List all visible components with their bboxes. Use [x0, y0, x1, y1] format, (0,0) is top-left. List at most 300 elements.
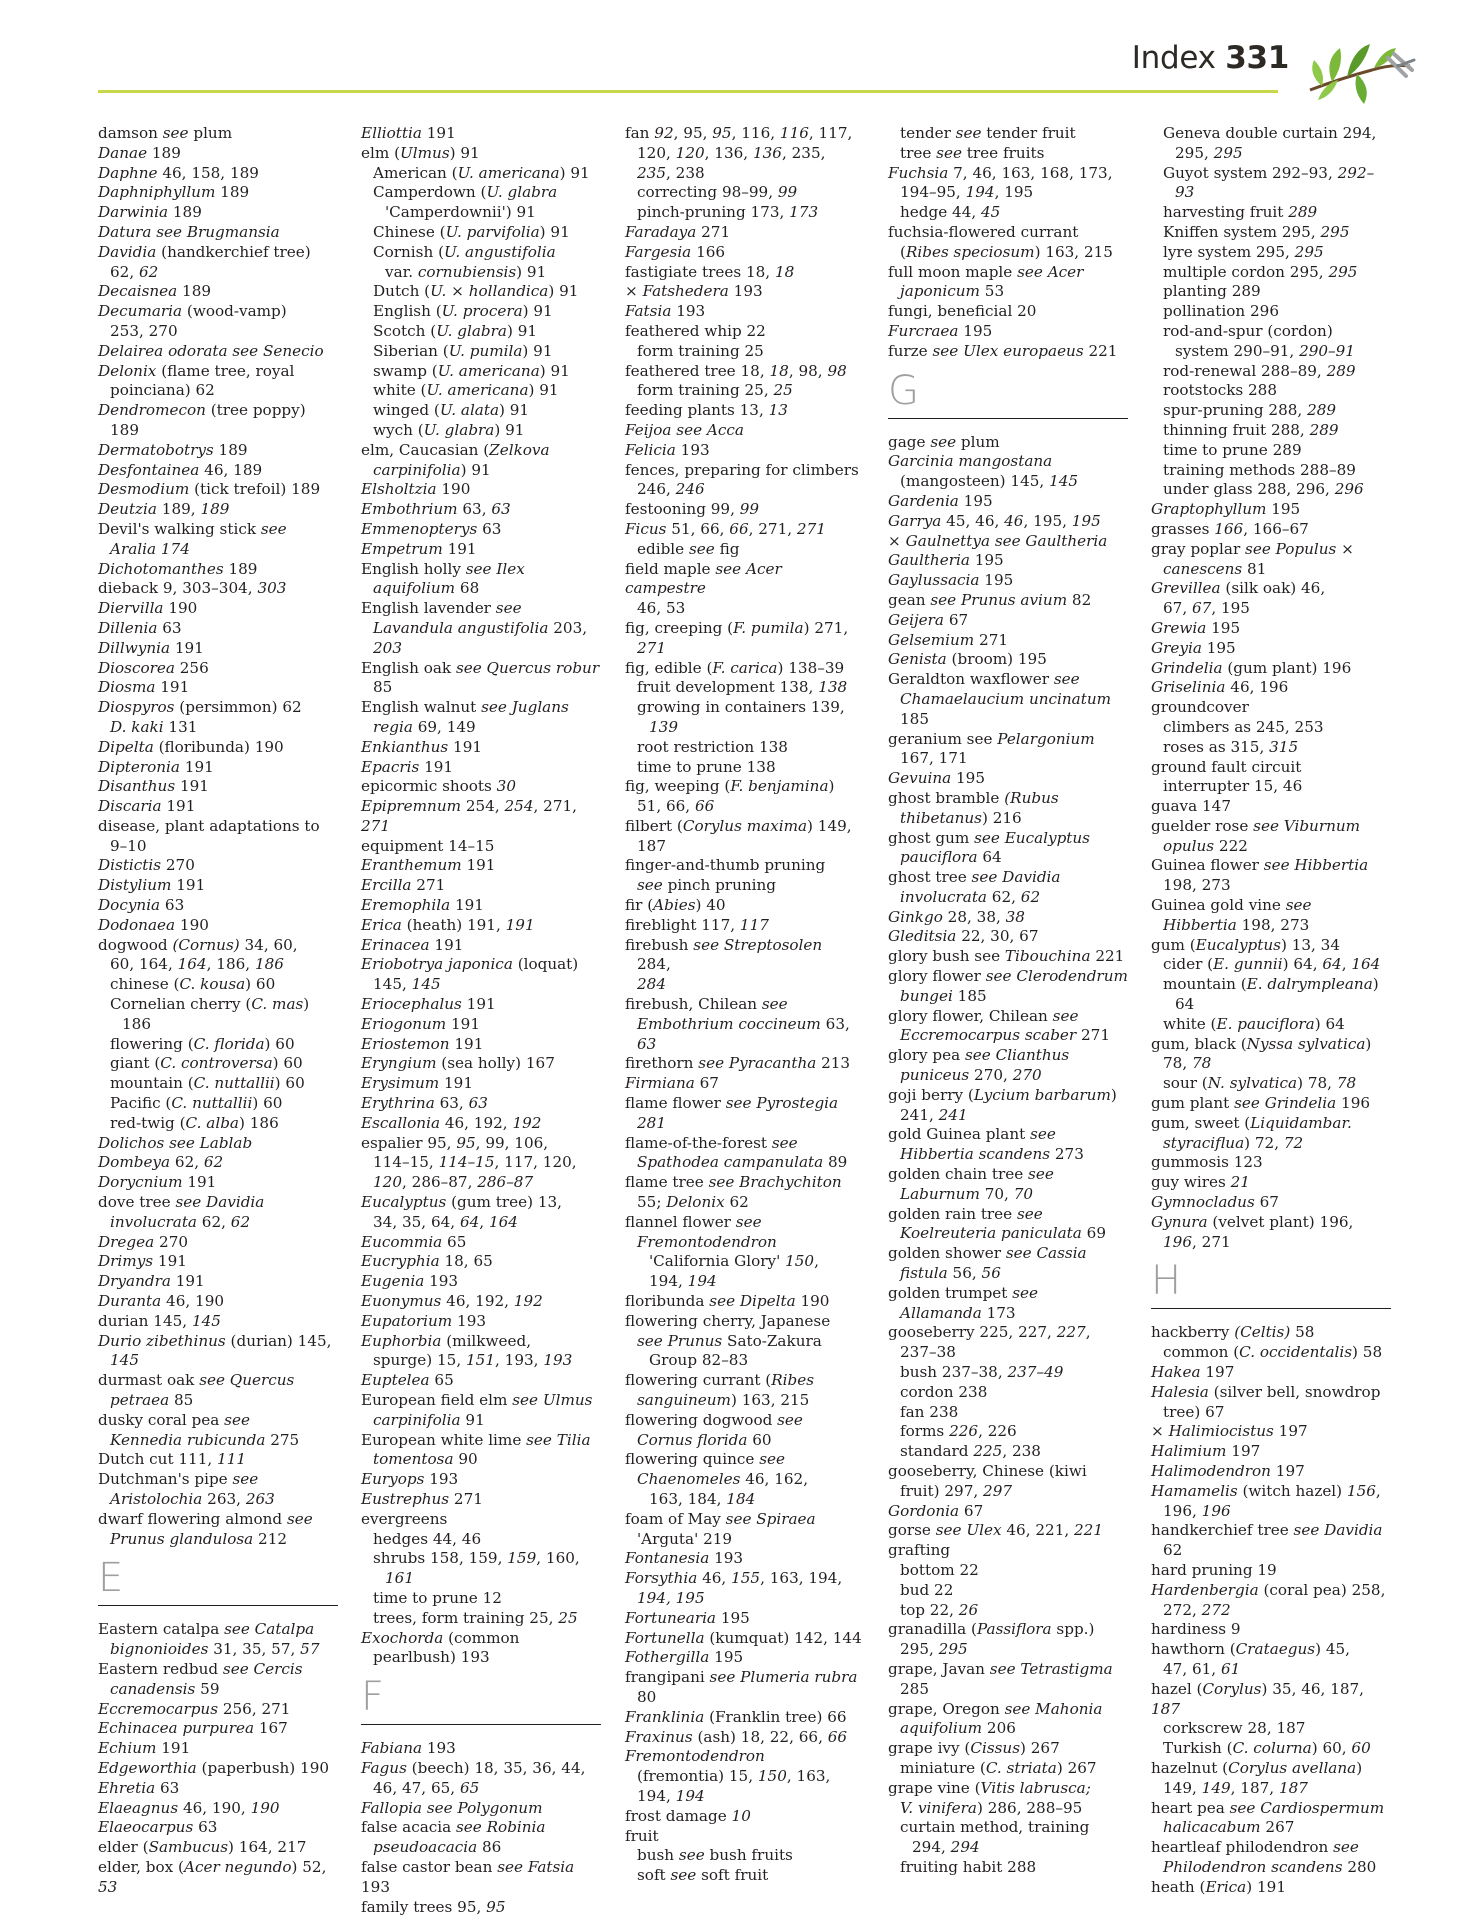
index-entry: Dregea 270 — [98, 1232, 189, 1251]
index-entry: Fargesia 166 — [625, 242, 726, 261]
index-entry: glory bush see Tibouchina 221 — [888, 947, 1125, 966]
index-entry: Ficus 51, 66, 66, 271, 271 — [625, 519, 826, 538]
index-entry: golden shower see Cassia — [888, 1244, 1087, 1263]
index-entry-continuation: Aralia 174 — [110, 539, 190, 558]
index-entry: Escallonia 46, 192, 192 — [361, 1113, 542, 1132]
index-subentry: thinning fruit 288, 289 — [1163, 420, 1339, 439]
index-entry: Diosma 191 — [98, 678, 190, 697]
index-entry: Garcinia mangostana — [888, 452, 1053, 471]
index-subentry: under glass 288, 296, 296 — [1163, 480, 1364, 499]
index-subentry: pollination 296 — [1163, 302, 1279, 321]
index-subentry: growing in containers 139, — [637, 698, 845, 717]
index-entry-continuation: fruit) 297, 297 — [900, 1481, 1013, 1500]
index-entry-continuation: Chaenomeles 46, 162, — [637, 1470, 809, 1489]
index-entry: Erinacea 191 — [361, 935, 464, 954]
index-entry: feeding plants 13, 13 — [625, 401, 788, 420]
index-entry: furze see Ulex europaeus 221 — [888, 341, 1118, 360]
index-subentry: corkscrew 28, 187 — [1163, 1719, 1306, 1738]
index-entry: flame tree see Brachychiton — [625, 1173, 842, 1192]
index-entry: Dryandra 191 — [98, 1272, 205, 1291]
index-entry: hazelnut (Corylus avellana) — [1151, 1758, 1363, 1777]
index-entry: Discaria 191 — [98, 797, 196, 816]
index-entry: Grewia 195 — [1151, 618, 1241, 637]
index-entry: Distylium 191 — [98, 876, 206, 895]
index-entry: Gardenia 195 — [888, 491, 993, 510]
index-entry: Diervilla 190 — [98, 599, 198, 618]
index-subentry: bottom 22 — [900, 1560, 979, 1579]
index-entry: Eastern catalpa see Catalpa — [98, 1620, 315, 1639]
index-entry: groundcover — [1151, 698, 1249, 717]
index-entry-continuation: japonicum 53 — [900, 282, 1005, 301]
index-entry: elder, box (Acer negundo) 52, 53 — [98, 1857, 327, 1896]
index-entry: espalier 95, 95, 99, 106, — [361, 1133, 549, 1152]
index-entry-continuation: 85 — [373, 678, 393, 697]
index-entry: fan 92, 95, 95, 116, 116, 117, — [625, 124, 853, 142]
page-number: 331 — [1225, 40, 1289, 76]
index-entry-continuation: pseudoacacia 86 — [373, 1838, 502, 1857]
index-entry-continuation: tree) 67 — [1163, 1402, 1225, 1421]
index-subentry: rootstocks 288 — [1163, 381, 1278, 400]
index-subentry: root restriction 138 — [637, 737, 788, 756]
index-subentry: planting 289 — [1163, 282, 1261, 301]
index-entry: dieback 9, 303–304, 303 — [98, 579, 287, 598]
index-entry: Eriobotrya japonica (loquat) — [361, 955, 579, 974]
index-subentry: fruiting habit 288 — [900, 1857, 1037, 1876]
index-entry-continuation: 284, — [637, 955, 671, 974]
index-subentry: Pacific (C. nuttallii) 60 — [110, 1094, 283, 1113]
index-entry: Eremophila 191 — [361, 896, 484, 915]
index-entry: firebush, Chilean see — [625, 995, 788, 1014]
index-entry: elm, Caucasian (Zelkova — [361, 440, 550, 459]
section-letter: E — [98, 1555, 338, 1606]
index-entry-continuation: 55; Delonix 62 — [637, 1193, 749, 1212]
index-entry: Eucalyptus (gum tree) 13, — [361, 1193, 563, 1212]
index-entry: flame-of-the-forest see — [625, 1133, 798, 1152]
index-subentry-continuation: 'California Glory' 150, — [649, 1252, 819, 1271]
index-entry: Gaultheria 195 — [888, 551, 1004, 570]
index-subentry: time to prune 138 — [637, 757, 776, 776]
section-letter: H — [1151, 1258, 1391, 1309]
index-entry-continuation: fistula 56, 56 — [900, 1264, 1001, 1283]
index-entry: fastigiate trees 18, 18 — [625, 262, 795, 281]
index-entry-continuation: 120, 120, 136, 136, 235, — [637, 143, 826, 162]
index-entry-continuation: 295, 295 — [900, 1640, 968, 1659]
index-entry: Eryngium (sea holly) 167 — [361, 1054, 555, 1073]
index-entry: Furcraea 195 — [888, 321, 993, 340]
index-entry: disease, plant adaptations to — [98, 816, 320, 835]
index-entry: heartleaf philodendron see — [1151, 1838, 1359, 1857]
index-entry-continuation: pauciflora 64 — [900, 848, 1002, 867]
index-entry: Erica (heath) 191, 191 — [361, 915, 535, 934]
index-entry: flowering quince see — [625, 1450, 785, 1469]
index-entry-continuation: tomentosa 90 — [373, 1450, 478, 1469]
index-entry-continuation: 46, 53 — [637, 599, 686, 618]
index-subentry: wych (U. glabra) 91 — [373, 420, 525, 439]
leafy-branch-pruner-icon — [1302, 30, 1417, 110]
index-entry-continuation: halicacabum 267 — [1163, 1818, 1295, 1837]
index-entry: gummosis 123 — [1151, 1153, 1263, 1172]
index-entry: Hamamelis (witch hazel) 156, — [1151, 1481, 1381, 1500]
index-subentry: Chinese (U. parvifolia) 91 — [373, 222, 570, 241]
index-entry-continuation: bungei 185 — [900, 986, 987, 1005]
index-entry-continuation: 196, 196 — [1163, 1501, 1231, 1520]
index-entry: Delairea odorata see Senecio — [98, 341, 324, 360]
index-entry: epicormic shoots 30 — [361, 777, 516, 796]
index-entry: Devil's walking stick see — [98, 519, 287, 538]
index-entry: Desfontainea 46, 189 — [98, 460, 263, 479]
index-entry: Daphne 46, 158, 189 — [98, 163, 259, 182]
index-entry: grafting — [888, 1541, 951, 1560]
index-entry: gum plant see Grindelia 196 — [1151, 1094, 1371, 1113]
index-entry: gum (Eucalyptus) 13, 34 — [1151, 935, 1341, 954]
index-subentry: rod-renewal 288–89, 289 — [1163, 361, 1356, 380]
index-entry-continuation: 196, 271 — [1163, 1232, 1231, 1251]
index-subentry: time to prune 289 — [1163, 440, 1302, 459]
index-entry: ghost gum see Eucalyptus — [888, 828, 1090, 847]
index-subentry: Cornelian cherry (C. mas) — [110, 995, 310, 1014]
index-entry: Halesia (silver bell, snowdrop — [1151, 1382, 1381, 1401]
index-entry: Docynia 63 — [98, 896, 185, 915]
index-entry: golden rain tree see — [888, 1204, 1043, 1223]
index-entry-continuation: 187 — [637, 836, 666, 855]
index-entry: Drimys 191 — [98, 1252, 187, 1271]
index-entry: festooning 99, 99 — [625, 500, 760, 519]
index-entry: full moon maple see Acer — [888, 262, 1084, 281]
index-entry: flowering dogwood see — [625, 1410, 803, 1429]
index-entry: Halimium 197 — [1151, 1442, 1261, 1461]
index-entry: frangipani see Plumeria rubra — [625, 1668, 858, 1687]
index-entry: Fabiana 193 — [361, 1739, 456, 1758]
index-entry: Gevuina 195 — [888, 769, 986, 788]
index-entry: hazel (Corylus) 35, 46, 187, 187 — [1151, 1679, 1365, 1718]
index-subentry: white (U. americana) 91 — [373, 381, 559, 400]
index-entry: family trees 95, 95 — [361, 1897, 506, 1916]
index-entry-continuation: 194, 195 — [637, 1588, 705, 1607]
index-entry: fences, preparing for climbers — [625, 460, 859, 479]
index-subentry: Scotch (U. glabra) 91 — [373, 321, 538, 340]
index-entry-continuation: carpinifolia 91 — [373, 1410, 485, 1429]
index-column-4 — [888, 124, 1128, 1878]
index-entry: dwarf flowering almond see — [98, 1509, 313, 1528]
index-entry-continuation: puniceus 270, 270 — [900, 1066, 1042, 1085]
index-entry: Franklinia (Franklin tree) 66 — [625, 1707, 847, 1726]
index-entry: Datura see Brugmansia — [98, 222, 280, 241]
index-entry: English walnut see Juglans — [361, 698, 569, 717]
index-subentry: multiple cordon 295, 295 — [1163, 262, 1358, 281]
index-entry-continuation: 78, 78 — [1163, 1054, 1212, 1073]
index-entry-continuation: (fremontia) 15, 150, 163, — [637, 1767, 831, 1786]
index-entry: Gynura (velvet plant) 196, — [1151, 1212, 1354, 1231]
index-entry: hackberry (Celtis) 58 — [1151, 1323, 1315, 1342]
index-entry-continuation: Prunus glandulosa 212 — [110, 1529, 288, 1548]
index-entry: Dipteronia 191 — [98, 757, 214, 776]
index-entry: Fothergilla 195 — [625, 1648, 744, 1667]
index-subentry-continuation: Group 82–83 — [649, 1351, 749, 1370]
index-entry-continuation: sanguineum) 163, 215 — [637, 1391, 810, 1409]
index-column-1 — [98, 124, 338, 1898]
index-subentry: bush see bush fruits — [637, 1846, 793, 1865]
index-entry-continuation: 272, 272 — [1163, 1600, 1231, 1619]
index-entry: filbert (Corylus maxima) 149, — [625, 816, 852, 835]
index-subentry-continuation: 161 — [385, 1569, 414, 1588]
index-entry: flowering currant (Ribes — [625, 1371, 815, 1390]
index-entry: Dendromecon (tree poppy) — [98, 401, 306, 420]
index-subentry-continuation: 93 — [1175, 183, 1195, 202]
index-entry-continuation: Allamanda 173 — [900, 1303, 1016, 1322]
index-subentry-continuation: 294, 294 — [912, 1838, 980, 1857]
index-entry-continuation: Cornus florida 60 — [637, 1430, 772, 1449]
index-entry-continuation: Hibbertia 198, 273 — [1163, 915, 1310, 934]
index-entry: heart pea see Cardiospermum — [1151, 1798, 1385, 1817]
index-subentry: sour (N. sylvatica) 78, 78 — [1163, 1074, 1357, 1093]
index-entry: Eastern redbud see Cercis — [98, 1659, 303, 1678]
index-entry: feathered tree 18, 18, 98, 98 — [625, 361, 847, 380]
index-entry: Eriogonum 191 — [361, 1014, 481, 1033]
index-entry: × Halimiocistus 197 — [1151, 1422, 1308, 1441]
index-entry: hard pruning 19 — [1151, 1560, 1277, 1579]
index-subentry: white (E. pauciflora) 64 — [1163, 1014, 1345, 1033]
index-entry: Decaisnea 189 — [98, 282, 212, 301]
index-subentry: climbers as 245, 253 — [1163, 717, 1324, 736]
index-entry: Gleditsia 22, 30, 67 — [888, 927, 1039, 946]
index-entry: gorse see Ulex 46, 221, 221 — [888, 1521, 1104, 1540]
index-entry-continuation: 189 — [110, 420, 139, 439]
index-entry: Gymnocladus 67 — [1151, 1193, 1279, 1212]
index-subentry: flowering (C. florida) 60 — [110, 1034, 295, 1053]
index-subentry: tender see tender fruit — [900, 124, 1076, 142]
index-entry: Elsholtzia 190 — [361, 480, 471, 499]
index-subentry: training methods 288–89 — [1163, 460, 1356, 479]
index-subentry: curtain method, training — [900, 1818, 1090, 1837]
index-subentry: forms 226, 226 — [900, 1422, 1017, 1441]
index-entry-continuation: involucrata 62, 62 — [900, 887, 1041, 906]
index-entry: Durio zibethinus (durian) 145, — [98, 1331, 332, 1350]
index-column-5 — [1151, 124, 1391, 1898]
index-entry: golden trumpet see — [888, 1283, 1039, 1302]
index-entry-continuation: poinciana) 62 — [110, 381, 215, 400]
index-entry: Fontanesia 193 — [625, 1549, 744, 1568]
index-subentry-continuation: 186 — [122, 1014, 151, 1033]
index-entry: evergreens — [361, 1509, 448, 1528]
index-entry: false castor bean see Fatsia 193 — [361, 1857, 575, 1896]
index-entry: Erythrina 63, 63 — [361, 1094, 488, 1113]
index-entry-continuation: spurge) 15, 151, 193, 193 — [373, 1351, 573, 1370]
index-entry-continuation: see Prunus Sato-Zakura — [637, 1331, 822, 1350]
index-entry-continuation: 237–38 — [900, 1343, 956, 1362]
index-subentry: form training 25, 25 — [637, 381, 793, 400]
index-entry: Dorycnium 191 — [98, 1173, 217, 1192]
index-entry: fig, edible (F. carica) 138–39 — [625, 658, 845, 677]
index-entry: Graptophyllum 195 — [1151, 500, 1301, 519]
index-entry: ghost bramble (Rubus — [888, 788, 1059, 807]
index-entry: Eriocephalus 191 — [361, 995, 496, 1014]
index-subentry: bud 22 — [900, 1580, 954, 1599]
index-subentry: red-twig (C. alba) 186 — [110, 1113, 279, 1132]
index-entry: Dutchman's pipe see — [98, 1470, 259, 1489]
index-subentry-continuation: 194, 194 — [649, 1272, 717, 1291]
index-entry-continuation: 46, 47, 65, 65 — [373, 1778, 480, 1797]
index-entry: Eugenia 193 — [361, 1272, 459, 1291]
index-entry-continuation: 47, 61, 61 — [1163, 1659, 1241, 1678]
index-entry-continuation: canadensis 59 — [110, 1679, 220, 1698]
index-entry: Dolichos see Lablab — [98, 1133, 253, 1152]
index-entry: geranium see Pelargonium — [888, 729, 1095, 748]
index-subentry: Kniffen system 295, 295 — [1163, 222, 1350, 241]
index-entry-continuation: 34, 35, 64, 64, 164 — [373, 1212, 518, 1231]
index-entry: field maple see Acer campestre — [625, 559, 782, 598]
index-entry: fir (Abies) 40 — [625, 896, 726, 915]
index-entry: Forsythia 46, 155, 163, 194, — [625, 1569, 843, 1588]
index-entry: English lavender see — [361, 599, 522, 618]
index-entry: dove tree see Davidia — [98, 1193, 265, 1212]
index-entry-continuation: thibetanus) 216 — [900, 808, 1022, 827]
index-subentry: lyre system 295, 295 — [1163, 242, 1324, 261]
index-entry-continuation: 271 — [637, 638, 666, 657]
index-entry: elder (Sambucus) 164, 217 — [98, 1838, 307, 1857]
index-subentry: Turkish (C. colurna) 60, 60 — [1163, 1739, 1371, 1758]
index-subentry: swamp (U. americana) 91 — [373, 361, 570, 380]
index-entry: gray poplar see Populus × — [1151, 539, 1354, 558]
index-entry-continuation: 67, 67, 195 — [1163, 599, 1250, 618]
index-entry: Eucryphia 18, 65 — [361, 1252, 493, 1271]
index-entry: guelder rose see Viburnum — [1151, 816, 1361, 835]
index-entry: firethorn see Pyracantha 213 — [625, 1054, 851, 1073]
index-entry: feathered whip 22 — [625, 321, 766, 340]
index-entry: Distictis 270 — [98, 856, 195, 875]
index-entry: Epipremnum 254, 254, 271, 271 — [361, 797, 577, 835]
index-column-3 — [625, 124, 865, 1886]
index-entry-continuation: 149, 149, 187, 187 — [1163, 1778, 1308, 1797]
index-entry: gooseberry, Chinese (kiwi — [888, 1462, 1087, 1480]
index-entry: Gelsemium 271 — [888, 630, 1009, 649]
index-entry-continuation: interrupter 15, 46 — [1163, 777, 1303, 796]
index-entry: glory flower see Clerodendrum — [888, 967, 1128, 986]
index-entry-continuation: Eccremocarpus scaber 271 — [900, 1026, 1110, 1045]
index-entry-continuation: petraea 85 — [110, 1391, 194, 1409]
index-entry: firebush see Streptosolen — [625, 935, 823, 954]
index-entry: Eustrephus 271 — [361, 1489, 483, 1508]
index-entry-continuation: carpinifolia) 91 — [373, 460, 491, 479]
index-entry-continuation: 194–95, 194, 195 — [900, 183, 1034, 202]
index-subentry-continuation: 295, 295 — [1175, 143, 1243, 162]
index-entry: Euphorbia (milkweed, — [361, 1331, 532, 1350]
index-subentry: Guyot system 292–93, 292– — [1163, 163, 1375, 182]
index-entry-continuation: Spathodea campanulata 89 — [637, 1153, 848, 1172]
index-entry: Ercilla 271 — [361, 876, 446, 895]
index-subentry-continuation: system 290–91, 290–91 — [1175, 341, 1355, 360]
index-subentry: mountain (E. dalrympleana) — [1163, 975, 1379, 994]
index-entry-continuation: 62, 62 — [110, 262, 159, 281]
index-entry-continuation: (Ribes speciosum) 163, 215 — [900, 242, 1113, 261]
index-entry-continuation: see pinch pruning — [637, 876, 776, 895]
index-subentry: chinese (C. kousa) 60 — [110, 975, 276, 994]
index-entry: dogwood (Cornus) 34, 60, — [98, 935, 298, 954]
index-entry: frost damage 10 — [625, 1806, 751, 1825]
index-entry: Greyia 195 — [1151, 638, 1236, 657]
index-entry: Euonymus 46, 192, 192 — [361, 1292, 543, 1311]
index-entry-continuation: 203 — [373, 638, 402, 657]
index-entry: European field elm see Ulmus — [361, 1391, 593, 1409]
index-entry: Delonix (flame tree, royal — [98, 361, 295, 380]
index-subentry: roses as 315, 315 — [1163, 737, 1299, 756]
index-subentry: Dutch (U. × hollandica) 91 — [373, 282, 579, 301]
index-entry: damson see plum — [98, 124, 233, 142]
index-entry: Garrya 45, 46, 46, 195, 195 — [888, 511, 1101, 530]
index-entry: grape, Oregon see Mahonia — [888, 1699, 1103, 1718]
index-entry: Davidia (handkerchief tree) — [98, 242, 311, 261]
index-entry-continuation: 62 — [1163, 1541, 1183, 1560]
index-entry-continuation: 114–15, 114–15, 117, 120, — [373, 1153, 577, 1172]
index-entry: fig, creeping (F. pumila) 271, — [625, 618, 849, 637]
index-subentry: Siberian (U. pumila) 91 — [373, 341, 553, 360]
index-entry-continuation: 253, 270 — [110, 321, 178, 340]
index-entry: grasses 166, 166–67 — [1151, 519, 1309, 538]
index-entry-continuation: Aristolochia 263, 263 — [110, 1489, 275, 1508]
index-entry: Elaeocarpus 63 — [98, 1818, 218, 1837]
index-subentry: fan 238 — [900, 1402, 959, 1421]
index-entry: gean see Prunus avium 82 — [888, 590, 1092, 609]
index-entry: golden chain tree see — [888, 1165, 1054, 1184]
index-subentry-continuation: 139 — [649, 717, 678, 736]
index-entry: × Fatshedera 193 — [625, 282, 763, 301]
index-subentry: trees, form training 25, 25 — [373, 1608, 578, 1627]
index-entry: Exochorda (common — [361, 1628, 520, 1647]
index-entry: Dodonaea 190 — [98, 915, 209, 934]
index-entry: Elliottia 191 — [361, 124, 456, 142]
index-entry: Elaeagnus 46, 190, 190 — [98, 1798, 280, 1817]
index-subentry: soft see soft fruit — [637, 1866, 769, 1885]
index-entry: heath (Erica) 191 — [1151, 1877, 1286, 1896]
index-entry: Ginkgo 28, 38, 38 — [888, 907, 1025, 926]
index-entry-continuation: 198, 273 — [1163, 876, 1231, 895]
index-entry: Griselinia 46, 196 — [1151, 678, 1289, 697]
index-entry-continuation: 145 — [110, 1351, 139, 1370]
index-entry: Edgeworthia (paperbush) 190 — [98, 1758, 330, 1777]
index-subentry: mountain (C. nuttallii) 60 — [110, 1074, 305, 1093]
index-entry: Emmenopterys 63 — [361, 519, 502, 538]
index-entry-continuation: aquifolium 68 — [373, 579, 480, 598]
index-entry: gum, black (Nyssa sylvatica) — [1151, 1034, 1372, 1053]
index-entry: fig, weeping (F. benjamina) — [625, 777, 835, 796]
index-entry: hawthorn (Crataegus) 45, — [1151, 1640, 1350, 1659]
index-subentry: correcting 98–99, 99 — [637, 183, 798, 202]
index-entry: fruit — [625, 1826, 659, 1845]
index-subentry: bush 237–38, 237–49 — [900, 1363, 1064, 1382]
index-entry: foam of May see Spiraea — [625, 1509, 816, 1528]
index-entry: Dioscorea 256 — [98, 658, 209, 677]
index-entry: Dermatobotrys 189 — [98, 440, 248, 459]
index-entry: Desmodium (tick trefoil) 189 — [98, 480, 321, 499]
index-entry: Fatsia 193 — [625, 302, 706, 321]
index-entry: Feijoa see Acca — [625, 420, 744, 439]
index-entry: equipment 14–15 — [361, 836, 495, 855]
index-entry-continuation: 185 — [900, 709, 929, 728]
index-subentry: tree see tree fruits — [900, 143, 1045, 162]
index-entry: fungi, beneficial 20 — [888, 302, 1037, 321]
index-entry: guy wires 21 — [1151, 1173, 1250, 1192]
section-letter: G — [888, 368, 1128, 419]
index-entry: Dombeya 62, 62 — [98, 1153, 224, 1172]
index-entry: English oak see Quercus robur — [361, 658, 600, 677]
index-subentry: cordon 238 — [900, 1382, 988, 1401]
header-rule — [98, 90, 1278, 93]
index-label: Index — [1131, 40, 1216, 76]
index-entry: Eccremocarpus 256, 271 — [98, 1699, 291, 1718]
index-entry: Eupatorium 193 — [361, 1311, 487, 1330]
index-subentry-continuation: var. cornubiensis) 91 — [385, 262, 547, 281]
index-entry-continuation: Lavandula angustifolia 203, — [373, 618, 588, 637]
index-entry-continuation: 167, 171 — [900, 749, 968, 768]
